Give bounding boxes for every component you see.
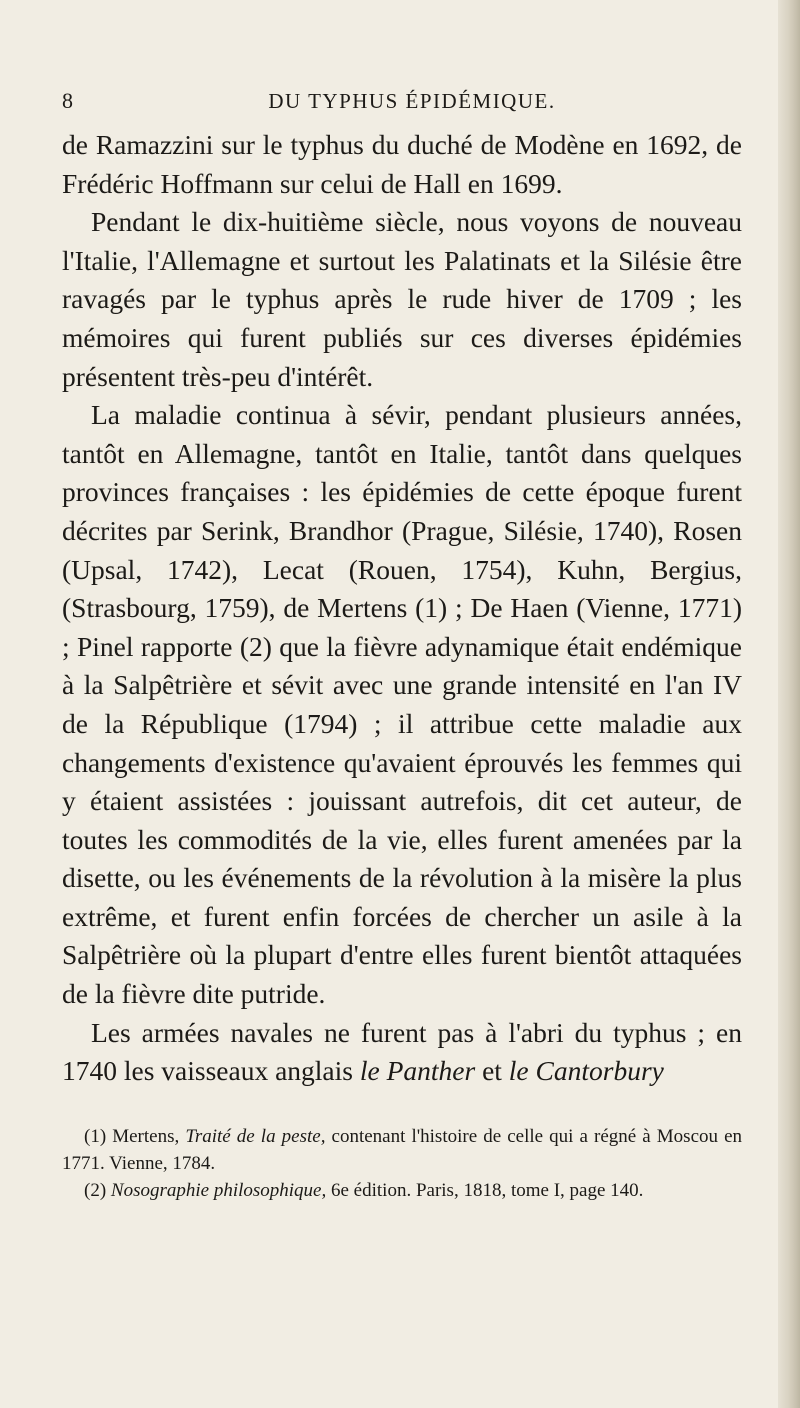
footnote-1-title: Traité de la peste, <box>185 1126 326 1147</box>
naval-text: Les armées navales ne furent pas à l'abri du typhus ; en 1740 les vaisseaux anglais <box>62 1016 742 1087</box>
footnote-1-text: contenant l'histoire de celle qui a régné à Moscou en 1771. Vienne, 1784. <box>62 1126 743 1174</box>
paragraph-continued: de Ramazzini sur le typhus du duché de Modène en 1692, de Frédéric Hoffmann sur celui de Hall en 1699. <box>62 129 742 199</box>
footnote-2-marker: (2) <box>84 1180 111 1201</box>
page-edge-shadow <box>778 0 800 1408</box>
ship-name-cantorbury: le Cantorbury <box>508 1055 664 1087</box>
running-title: DU TYPHUS ÉPIDÉMIQUE. <box>268 89 556 113</box>
paragraph-naval-armies <box>62 1014 742 1091</box>
naval-conjunction: et <box>475 1055 509 1087</box>
footnotes <box>62 1123 742 1204</box>
footnote-2-title: Nosographie philosophique, <box>110 1180 327 1201</box>
ship-name-panther: le Panther <box>359 1055 476 1087</box>
page-number: 8 <box>62 88 73 113</box>
paragraph-epidemics: La maladie continua à sévir, pendant plusieurs années, tantôt en Allemagne, tantôt en Italie, tantôt dans quelques provinces françaises : les épidémies de cette époque furent décrites par Serink, Brandhor (Prague, Silésie, 1740), Rosen (Upsal, 1742), Lecat (Rouen, 1754), Kuhn, Bergius, (Strasbourg, 1759), de Mertens (1) ; De Haen (Vienne, 1771) ; Pinel rapporte (2) que la fièvre adynamique était endémique à la Salpêtrière et sévit avec une grande intensité en l'an IV de la République (1794) ; il attribue cette maladie aux changements d'existence qu'avaient éprouvés les femmes qui y étaient assistées : jouissant autrefois, dit cet auteur, de toutes les commodités de la vie, elles furent amenées par la disette, ou les événements de la révolution à la misère la plus extrême, et furent enfin forcées de chercher un asile à la Salpêtrière où la plupart d'entre elles furent bientôt attaquées de la fièvre dite putride. <box>62 399 742 1010</box>
footnote-2-text: 6e édition. Paris, 1818, tome I, page 140. <box>326 1180 644 1201</box>
body-text <box>62 126 742 1091</box>
footnote-1-author: Mertens, <box>112 1126 186 1147</box>
footnote-1-marker: (1) <box>84 1126 113 1147</box>
footnote-2 <box>62 1177 742 1204</box>
paragraph-eighteenth-century: Pendant le dix-huitième siècle, nous voyons de nouveau l'Italie, l'Allemagne et surtout les Palatinats et la Silésie être ravagés par le typhus après le rude hiver de 1709 ; les mémoires qui furent publiés sur ces diverses épidémies présentent très-peu d'intérêt. <box>62 206 742 392</box>
footnote-1 <box>62 1123 742 1177</box>
page-header <box>62 86 762 116</box>
